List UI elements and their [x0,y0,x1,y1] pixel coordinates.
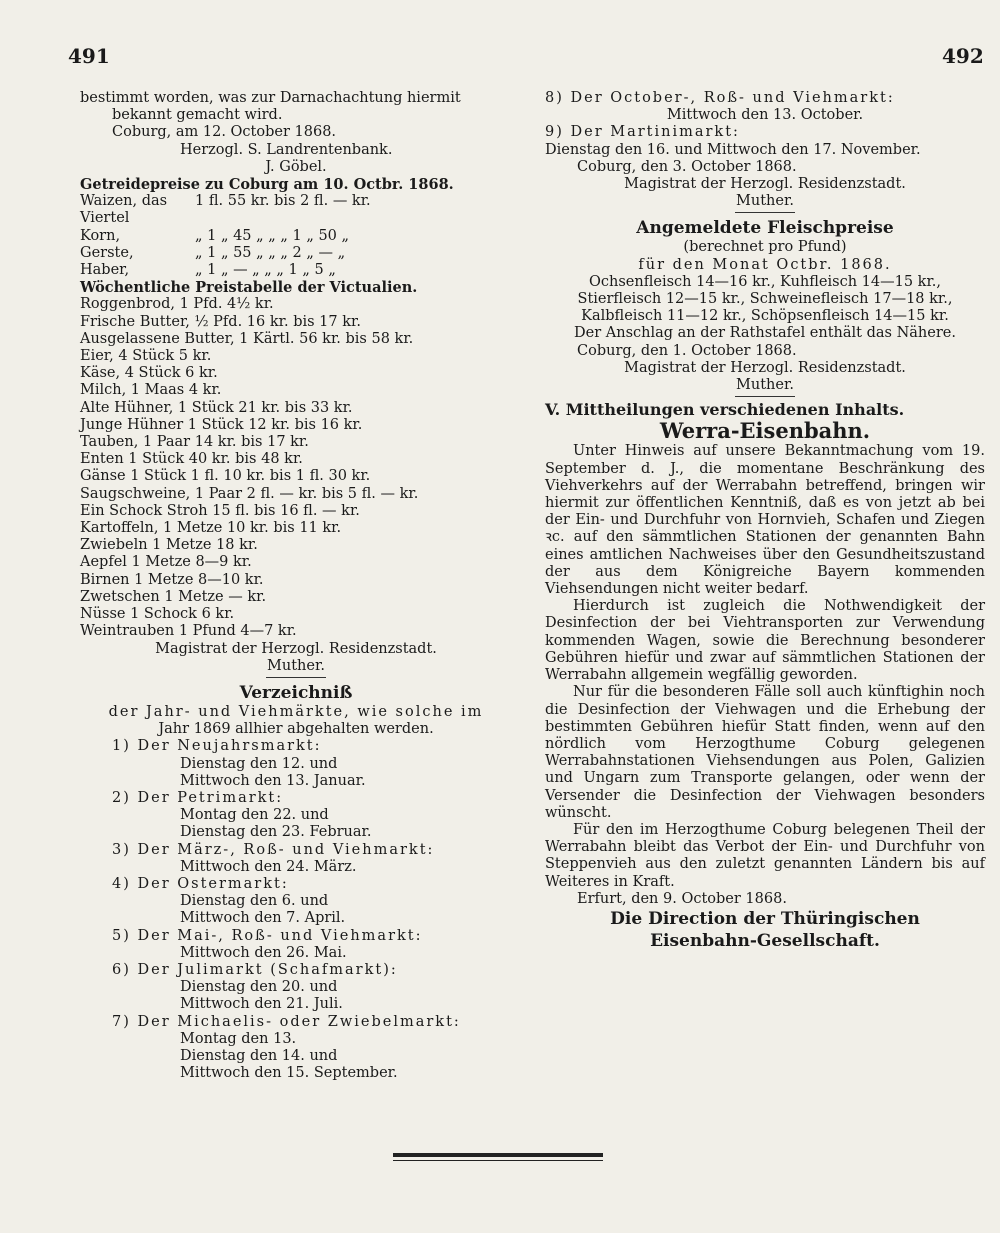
left-column [80,90,512,1082]
grain-table [80,193,512,279]
grain-row [80,228,512,245]
market-item-date: Mittwoch den 13. Januar. [180,772,366,789]
market-item-date: Mittwoch den 7. April. [180,910,346,927]
victual-item: Milch, 1 Maas 4 kr. [80,382,222,399]
place-date: Coburg, am 12. October 1868. [112,124,337,141]
magistrat-line: Magistrat der Herzogl. Residenzstadt. [155,640,437,657]
grain-name: Waizen, das Viertel [80,193,168,227]
notice-paragraph: Unter Hinweis auf unsere Bekanntmachung vom 19. September d. J., die momentane Beschränkung des Viehverkehrs auf der Werrabahn betreffend, bringen wir hiermit zur öffentlichen Kenntniß, daß es von jetzt ab bei der Ein- und Durchfuhr von Hornvieh, Schafen und Ziegen ꝛc. auf den sämmtlichen Stationen der genannten Bahn eines amtlichen Nachweises über den Gesundheitszustand der aus dem Königreiche Bayern kommenden Viehsendungen nicht weiter bedarf. [545,443,985,598]
victual-item: Birnen 1 Metze 8—10 kr. [80,571,264,588]
market-item-title: 7) Der Michaelis- oder Zwiebelmarkt: [112,1013,461,1030]
grain-price: 1 fl. 55 kr. bis 2 fl. — kr. [195,193,371,210]
meat-note: Der Anschlag an der Rathstafel enthält das Nähere. [574,325,956,342]
magistrat-line: Magistrat der Herzogl. Residenzstadt. [624,359,906,376]
market-item-date: Dienstag den 23. Februar. [180,824,372,841]
muther-signature: Muther. [267,657,325,674]
victual-item: Zwiebeln 1 Metze 18 kr. [80,537,258,554]
market-item-date: Mittwoch den 26. Mai. [180,944,347,961]
market-item-date: Montag den 22. und [180,807,329,824]
meat-price-line: Stierfleisch 12—15 kr., Schweinefleisch 17—18 kr., [577,291,953,308]
victual-item: Weintrauben 1 Pfund 4—7 kr. [80,623,297,640]
bottom-rule [393,1153,603,1157]
signature-line: Eisenbahn-Gesellschaft. [650,930,880,951]
grain-name: Haber, [80,262,130,279]
market-item-title: 6) Der Julimarkt (Schafmarkt): [112,961,398,978]
grain-price: „ 1 „ 55 „ „ „ 2 „ — „ [195,244,346,261]
notice-paragraph: Nur für die besonderen Fälle soll auch künftighin noch die Desinfection der Viehwagen und die Erhebung der bestimmten Gebühren hiefür Statt finden, wenn auf den nördlich vom Herzogthume Coburg gelegenen Werrabahnstationen Viehsendungen aus Polen, Galizien und Ungarn zum Transporte gelangen, oder wenn der Versender die Desinfection der Viehwagen besonders wünscht. [545,684,985,821]
notice-paragraph: Hierdurch ist zugleich die Nothwendigkeit der Desinfection der bei Viehtransporten zur Verwendung kommenden Wagen, sowie die Berechnung besonderer Gebühren hiefür und zwar auf sämmtlichen Stationen der Werrabahn allgemein wegfällig geworden. [545,598,985,684]
market-list-subtitle: der Jahr- und Viehmärkte, wie solche im [108,703,484,720]
magistrat-line: Magistrat der Herzogl. Residenzstadt. [624,176,906,193]
grain-price: „ 1 „ 45 „ „ „ 1 „ 50 „ [195,227,350,244]
meat-price-line: Ochsenfleisch 14—16 kr., Kuhfleisch 14—15 kr., [588,273,941,290]
page-number-right: 492 [942,44,984,68]
market-item-date: Dienstag den 14. und [180,1047,338,1064]
victuals-list [80,296,512,640]
victual-item: Saugschweine, 1 Paar 2 fl. — kr. bis 5 fl. — kr. [80,485,419,502]
grain-row [80,193,512,227]
intro-line: bekannt gemacht wird. [112,107,283,124]
market-item-title: 5) Der Mai-, Roß- und Viehmarkt: [112,927,423,944]
meat-prices-title: Angemeldete Fleischpreise [636,218,894,239]
signature-line: Die Direction der Thüringischen [610,908,920,929]
section-heading: V. Mittheilungen verschiedenen Inhalts. [545,400,905,420]
market-item-date: Montag den 13. [180,1030,297,1047]
divider [266,677,326,678]
victual-item: Junge Hühner 1 Stück 12 kr. bis 16 kr. [80,416,363,433]
railway-title: Werra-Eisenbahn. [659,418,871,444]
page-number-left: 491 [68,44,110,68]
place-date: Coburg, den 3. October 1868. [577,158,797,175]
victual-item: Eier, 4 Stück 5 kr. [80,348,212,365]
market-item-date: Dienstag den 20. und [180,979,338,996]
victual-item: Kartoffeln, 1 Metze 10 kr. bis 11 kr. [80,520,342,537]
market-item-date: Dienstag den 6. und [180,893,329,910]
market-item-title: 8) Der October-, Roß- und Viehmarkt: [545,90,895,106]
grain-title: Getreidepreise zu Coburg am 10. Octbr. 1868. [80,176,454,194]
meat-price-line: Kalbfleisch 11—12 kr., Schöpsenfleisch 14—15 kr. [581,308,949,325]
market-item-date: Dienstag den 12. und [180,755,338,772]
victual-item: Gänse 1 Stück 1 fl. 10 kr. bis 1 fl. 30 kr. [80,468,371,485]
market-list [80,738,512,1082]
meat-prices-subtitle: (berechnet pro Pfund) [683,239,847,256]
place-date: Coburg, den 1. October 1868. [577,342,797,359]
muther-signature: Muther. [736,377,794,394]
bottom-rule [393,1160,603,1161]
victual-item: Ausgelassene Butter, 1 Kärtl. 56 kr. bis 58 kr. [80,330,414,347]
market-item-title: 9) Der Martinimarkt: [545,124,740,141]
victual-item: Enten 1 Stück 40 kr. bis 48 kr. [80,451,303,468]
right-column [545,90,985,952]
market-item-title: 1) Der Neujahrsmarkt: [112,738,322,755]
victual-item: Käse, 4 Stück 6 kr. [80,365,218,382]
divider [735,396,795,397]
market-item-date: Mittwoch den 21. Juli. [180,996,343,1013]
signer: J. Göbel. [265,158,327,175]
market-list-title: Verzeichniß [239,682,353,703]
meat-prices-month: für den Monat Octbr. 1868. [638,256,892,273]
grain-name: Korn, [80,227,121,244]
victual-item: Tauben, 1 Paar 14 kr. bis 17 kr. [80,434,309,451]
intro-line: bestimmt worden, was zur Darnachachtung hiermit [80,90,461,106]
market-item-date: Dienstag den 16. und Mittwoch den 17. November. [545,141,921,158]
grain-row [80,262,512,279]
victual-item: Ein Schock Stroh 15 fl. bis 16 fl. — kr. [80,502,360,519]
notice-paragraph: Für den im Herzogthume Coburg belegenen Theil der Werrabahn bleibt das Verbot der Ein- und Durchfuhr von Steppenvieh aus den zuletzt genannten Ländern bis auf Weiteres in Kraft. [545,821,985,890]
grain-price: „ 1 „ — „ „ „ 1 „ 5 „ [195,262,336,279]
muther-signature: Muther. [736,193,794,210]
victual-item: Aepfel 1 Metze 8—9 kr. [80,554,252,571]
market-item-date: Mittwoch den 13. October. [666,107,864,124]
market-item-date: Mittwoch den 24. März. [180,858,357,875]
place-date: Erfurt, den 9. October 1868. [577,890,787,907]
market-item-date: Mittwoch den 15. September. [180,1065,398,1082]
market-item-title: 3) Der März-, Roß- und Viehmarkt: [112,841,435,858]
victual-item: Zwetschen 1 Metze — kr. [80,588,267,605]
market-item-title: 4) Der Ostermarkt: [112,875,289,892]
divider [735,212,795,213]
victual-item: Nüsse 1 Schock 6 kr. [80,606,235,623]
grain-row [80,245,512,262]
organisation: Herzogl. S. Landrentenbank. [180,141,393,158]
grain-name: Gerste, [80,244,134,261]
victual-item: Frische Butter, ½ Pfd. 16 kr. bis 17 kr. [80,313,361,330]
victual-item: Roggenbrod, 1 Pfd. 4½ kr. [80,296,274,313]
market-item-title: 2) Der Petrimarkt: [112,789,284,806]
market-list-subtitle: Jahr 1869 allhier abgehalten werden. [158,721,434,738]
victuals-title: Wöchentliche Preistabelle der Victualien. [80,279,418,297]
victual-item: Alte Hühner, 1 Stück 21 kr. bis 33 kr. [80,399,353,416]
